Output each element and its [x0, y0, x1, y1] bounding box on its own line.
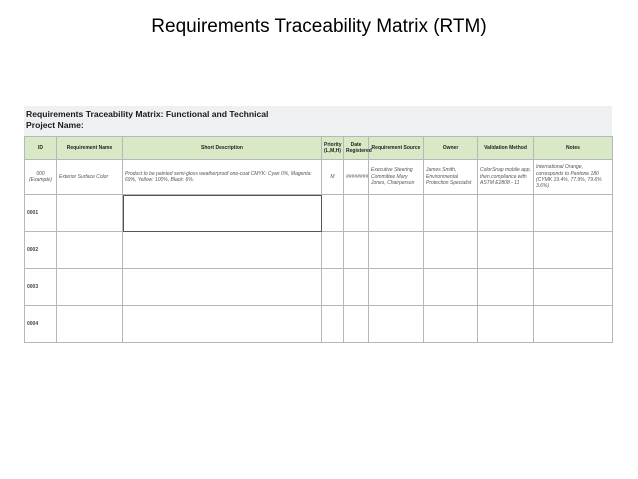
col-header-owner: Owner: [424, 137, 478, 160]
slide-title: Requirements Traceability Matrix (RTM): [151, 16, 487, 37]
cell-validation-method[interactable]: [478, 232, 534, 269]
cell-validation-method[interactable]: [478, 195, 534, 232]
example-row: [25, 160, 613, 195]
cell-requirement-name[interactable]: [57, 269, 123, 306]
cell-requirement-name[interactable]: [57, 306, 123, 343]
cell-short-description[interactable]: [123, 232, 322, 269]
cell-notes[interactable]: [534, 195, 613, 232]
cell-owner[interactable]: [424, 269, 478, 306]
cell-example-name[interactable]: Exterior Surface Color: [57, 160, 123, 195]
cell-example-priority[interactable]: M: [322, 160, 344, 195]
col-header-date-registered: Date Registered: [344, 137, 369, 160]
cell-example-owner[interactable]: James Smith, Environmental Protection Specialist: [424, 160, 478, 195]
cell-short-description-selected[interactable]: [123, 195, 322, 232]
cell-notes[interactable]: [534, 306, 613, 343]
cell-example-date[interactable]: ########: [344, 160, 369, 195]
table-row: [25, 306, 613, 343]
cell-short-description[interactable]: [123, 269, 322, 306]
cell-priority[interactable]: [322, 269, 344, 306]
spreadsheet: [24, 106, 612, 342]
cell-id[interactable]: 0003: [25, 269, 57, 306]
cell-owner[interactable]: [424, 306, 478, 343]
cell-owner[interactable]: [424, 195, 478, 232]
cell-example-description[interactable]: Product to be painted semi-gloss weatherproof one-coat CMYK: Cyan 0%, Magenta: 69%, Yellow: 100%, Black: 6%.: [123, 160, 322, 195]
col-header-requirement-name: Requirement Name: [57, 137, 123, 160]
cell-date-registered[interactable]: [344, 195, 369, 232]
cell-example-notes[interactable]: International Orange, corresponds to Pantone 180 (CYMK 19.4%, 77.9%, 79.6% 3.6%): [534, 160, 613, 195]
cell-short-description[interactable]: [123, 306, 322, 343]
cell-validation-method[interactable]: [478, 306, 534, 343]
sheet-title: Requirements Traceability Matrix: Functional and Technical: [26, 109, 269, 119]
table-row: [25, 232, 613, 269]
cell-priority[interactable]: [322, 306, 344, 343]
header-row: [25, 137, 613, 160]
project-name-label: Project Name:: [26, 120, 84, 130]
cell-example-validation[interactable]: ColorSnap mobile app, then compliance with ASTM E2808 - 11: [478, 160, 534, 195]
cell-notes[interactable]: [534, 232, 613, 269]
cell-example-source[interactable]: Executive Steering Committee Mary Jones, Chairperson: [369, 160, 424, 195]
col-header-notes: Notes: [534, 137, 613, 160]
col-header-id: ID: [25, 137, 57, 160]
cell-id[interactable]: 0002: [25, 232, 57, 269]
cell-date-registered[interactable]: [344, 306, 369, 343]
cell-requirement-name[interactable]: [57, 195, 123, 232]
rtm-table: [24, 136, 613, 343]
cell-example-id[interactable]: 000 (Example): [25, 160, 57, 195]
cell-date-registered[interactable]: [344, 269, 369, 306]
table-row: [25, 195, 613, 232]
cell-validation-method[interactable]: [478, 269, 534, 306]
cell-requirement-source[interactable]: [369, 269, 424, 306]
table-row: [25, 269, 613, 306]
cell-priority[interactable]: [322, 232, 344, 269]
cell-requirement-source[interactable]: [369, 195, 424, 232]
cell-id[interactable]: 0004: [25, 306, 57, 343]
cell-owner[interactable]: [424, 232, 478, 269]
col-header-validation-method: Validation Method: [478, 137, 534, 160]
cell-date-registered[interactable]: [344, 232, 369, 269]
col-header-priority: Priority (L,M,H): [322, 137, 344, 160]
col-header-short-description: Short Description: [123, 137, 322, 160]
cell-requirement-source[interactable]: [369, 232, 424, 269]
sheet-header: [24, 106, 612, 136]
cell-requirement-name[interactable]: [57, 232, 123, 269]
col-header-requirement-source: Requirement Source: [369, 137, 424, 160]
cell-notes[interactable]: [534, 269, 613, 306]
cell-id[interactable]: 0001: [25, 195, 57, 232]
cell-requirement-source[interactable]: [369, 306, 424, 343]
cell-priority[interactable]: [322, 195, 344, 232]
